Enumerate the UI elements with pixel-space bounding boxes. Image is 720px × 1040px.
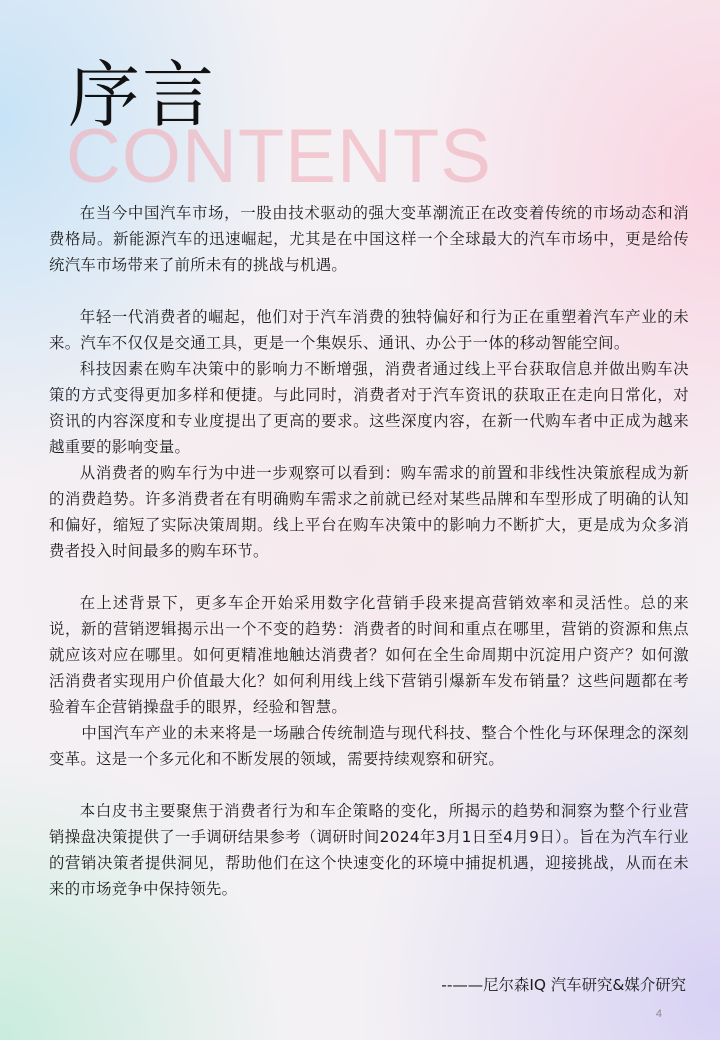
paragraph-spacer bbox=[49, 278, 689, 304]
preface-body bbox=[49, 200, 689, 902]
paragraph-market-change: 在当今中国汽车市场，一股由技术驱动的强大变革潮流正在改变着传统的市场动态和消费格局。新能源汽车的迅速崛起，尤其是在中国这样一个全球最大的汽车市场中，更是给传统汽车市场带来了前所未有的挑战与机遇。 bbox=[49, 204, 689, 274]
paragraph-spacer bbox=[49, 772, 689, 798]
paragraph-whitepaper-focus: 本白皮书主要聚焦于消费者行为和车企策略的变化，所揭示的趋势和洞察为整个行业营销操盘决策提供了一手调研结果参考（调研时间2024年3月1日至4月9日）。旨在为汽车行业的营销决策者提供洞见，帮助他们在这个快速变化的环境中捕捉机遇，迎接挑战，从而在未来的市场竞争中保持领先。 bbox=[49, 802, 689, 898]
paragraph-young-consumers: 年轻一代消费者的崛起，他们对于汽车消费的独特偏好和行为正在重塑着汽车产业的未来。汽车不仅仅是交通工具，更是一个集娱乐、通讯、办公于一体的移动智能空间。 bbox=[49, 308, 689, 352]
paragraph-industry-future: 中国汽车产业的未来将是一场融合传统制造与现代科技、整合个性化与环保理念的深刻变革。这是一个多元化和不断发展的领域，需要持续观察和研究。 bbox=[49, 724, 689, 768]
paragraph-spacer bbox=[49, 564, 689, 590]
author-signature: --——尼尔森IQ 汽车研究&媒介研究 bbox=[441, 976, 686, 994]
page-subtitle: CONTENTS bbox=[66, 114, 492, 199]
paragraph-digital-marketing: 在上述背景下，更多车企开始采用数字化营销手段来提高营销效率和灵活性。总的来说，新的营销逻辑揭示出一个不变的趋势：消费者的时间和重点在哪里，营销的资源和焦点就应该对应在哪里。如何更精准地触达消费者？如何在全生命周期中沉淀用户资产？如何激活消费者实现用户价值最大化？如何利用线上线下营销引爆新车发布销量？这些问题都在考验着车企营销操盘手的眼界，经验和智慧。 bbox=[49, 594, 689, 716]
paragraph-purchase-behavior: 从消费者的购车行为中进一步观察可以看到：购车需求的前置和非线性决策旅程成为新的消费趋势。许多消费者在有明确购车需求之前就已经对某些品牌和车型形成了明确的认知和偏好，缩短了实际决策周期。线上平台在购车决策中的影响力不断扩大，更是成为众多消费者投入时间最多的购车环节。 bbox=[49, 464, 689, 560]
page-number: 4 bbox=[655, 1008, 662, 1020]
paragraph-technology-factors: 科技因素在购车决策中的影响力不断增强，消费者通过线上平台获取信息并做出购车决策的方式变得更加多样和便捷。与此同时，消费者对于汽车资讯的获取正在走向日常化，对资讯的内容深度和专业度提出了更高的要求。这些深度内容，在新一代购车者中正成为越来越重要的影响变量。 bbox=[49, 360, 689, 456]
page-title: 序言 bbox=[68, 53, 217, 137]
page-header bbox=[66, 50, 666, 200]
